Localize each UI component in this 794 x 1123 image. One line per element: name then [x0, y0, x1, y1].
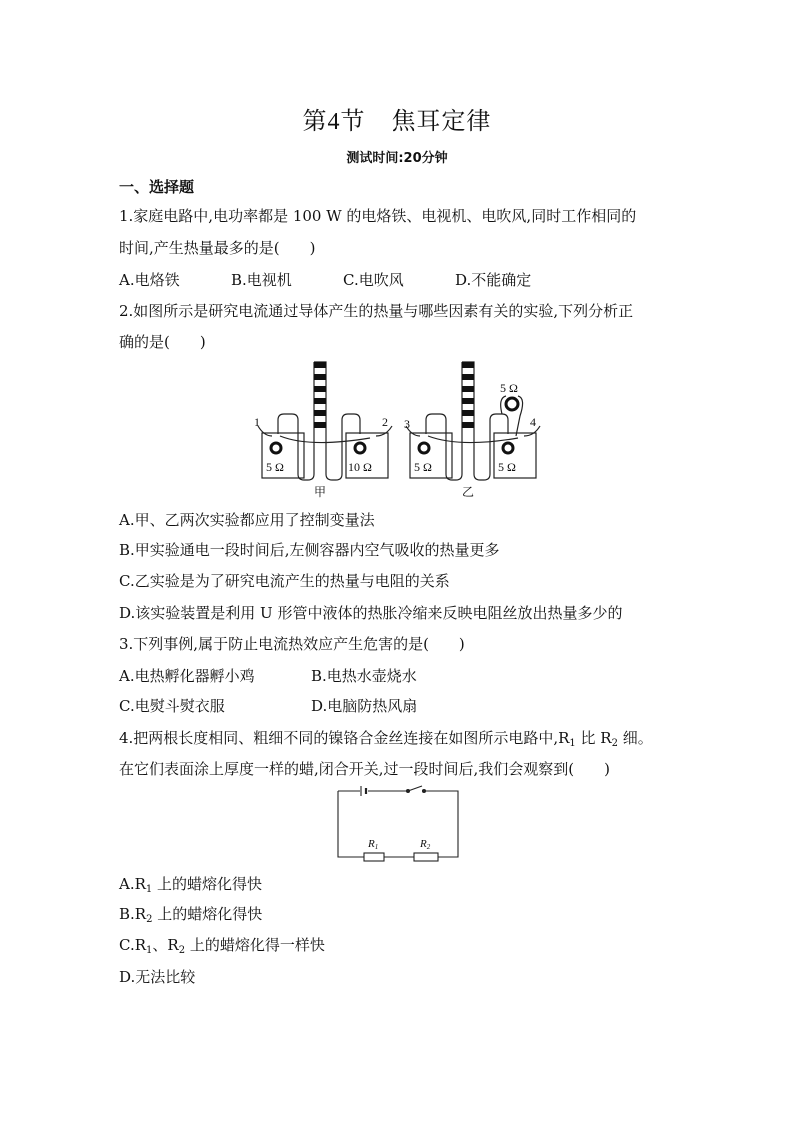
- q4-option-b[interactable]: $B.R_2$ 上的蜡熔化得快: [119, 905, 263, 925]
- q3-option-b[interactable]: B.电热水壶烧水: [311, 667, 417, 685]
- terminal-1: 1: [254, 415, 260, 429]
- q2-figure: [250, 356, 550, 501]
- left-r2-label: 10 Ω: [348, 460, 372, 474]
- r1-label: R1: [368, 838, 379, 851]
- q2-option-d[interactable]: D.该实验装置是利用 U 形管中液体的热胀冷缩来反映电阻丝放出热量多少的: [119, 604, 623, 622]
- q4-stem-line1: 4.把两根长度相同、粗细不同的镍铬合金丝连接在如图所示电路中$,R_1$ 比 $R_2$ 细。: [119, 729, 653, 749]
- terminal-4: 4: [530, 415, 536, 429]
- q2-stem-line2: 确的是( ): [119, 333, 206, 351]
- q1-stem-line1: 1.家庭电路中,电功率都是 100 W 的电烙铁、电视机、电吹风,同时工作相同的: [119, 207, 637, 225]
- q4-circuit-figure: [334, 783, 462, 863]
- q2-option-b[interactable]: B.甲实验通电一段时间后,左侧容器内空气吸收的热量更多: [119, 541, 500, 559]
- q3-option-c[interactable]: C.电熨斗熨衣服: [119, 697, 225, 715]
- page-title: 第4节 焦耳定律: [302, 107, 492, 135]
- q3-option-d[interactable]: D.电脑防热风扇: [311, 697, 418, 715]
- q4-option-d[interactable]: D.无法比较: [119, 968, 196, 986]
- resistor-r2: [414, 853, 438, 861]
- section-heading: 一、选择题: [119, 178, 195, 196]
- resistor-r1: [364, 853, 384, 861]
- q1-option-a[interactable]: A.电烙铁: [119, 271, 180, 289]
- q3-stem: 3.下列事例,属于防止电流热效应产生危害的是( ): [119, 635, 465, 653]
- q2-stem-line1: 2.如图所示是研究电流通过导体产生的热量与哪些因素有关的实验,下列分析正: [119, 302, 634, 320]
- q4-option-a[interactable]: $A.R_1$ 上的蜡熔化得快: [119, 875, 263, 895]
- q4-option-c[interactable]: $C.R_1$、$R_2$ 上的蜡熔化得一样快: [119, 936, 325, 956]
- terminal-3: 3: [404, 417, 410, 431]
- q1-options: [119, 269, 531, 290]
- q1-option-c[interactable]: C.电吹风: [343, 271, 404, 289]
- figure-label-jia: 甲: [314, 485, 327, 499]
- test-time: 测试时间:20分钟: [346, 151, 448, 166]
- q4-stem-line2: 在它们表面涂上厚度一样的蜡,闭合开关,过一段时间后,我们会观察到( ): [119, 760, 611, 778]
- left-r1-label: 5 Ω: [266, 460, 284, 474]
- right-r3-label: 5 Ω: [500, 381, 518, 395]
- q1-option-d[interactable]: D.不能确定: [455, 271, 532, 289]
- q2-option-a[interactable]: A.甲、乙两次实验都应用了控制变量法: [119, 511, 375, 529]
- q1-option-b[interactable]: B.电视机: [231, 271, 292, 289]
- terminal-2: 2: [382, 415, 388, 429]
- figure-label-yi: 乙: [462, 485, 475, 499]
- right-r2-label: 5 Ω: [498, 460, 516, 474]
- q2-option-c[interactable]: C.乙实验是为了研究电流产生的热量与电阻的关系: [119, 572, 450, 590]
- right-r1-label: 5 Ω: [414, 460, 432, 474]
- q3-options-row1: [119, 665, 417, 686]
- q3-option-a[interactable]: A.电热孵化器孵小鸡: [119, 667, 255, 685]
- q3-options-row2: [119, 695, 417, 716]
- q1-stem-line2: 时间,产生热量最多的是( ): [119, 239, 316, 257]
- r2-label: R2: [420, 838, 431, 851]
